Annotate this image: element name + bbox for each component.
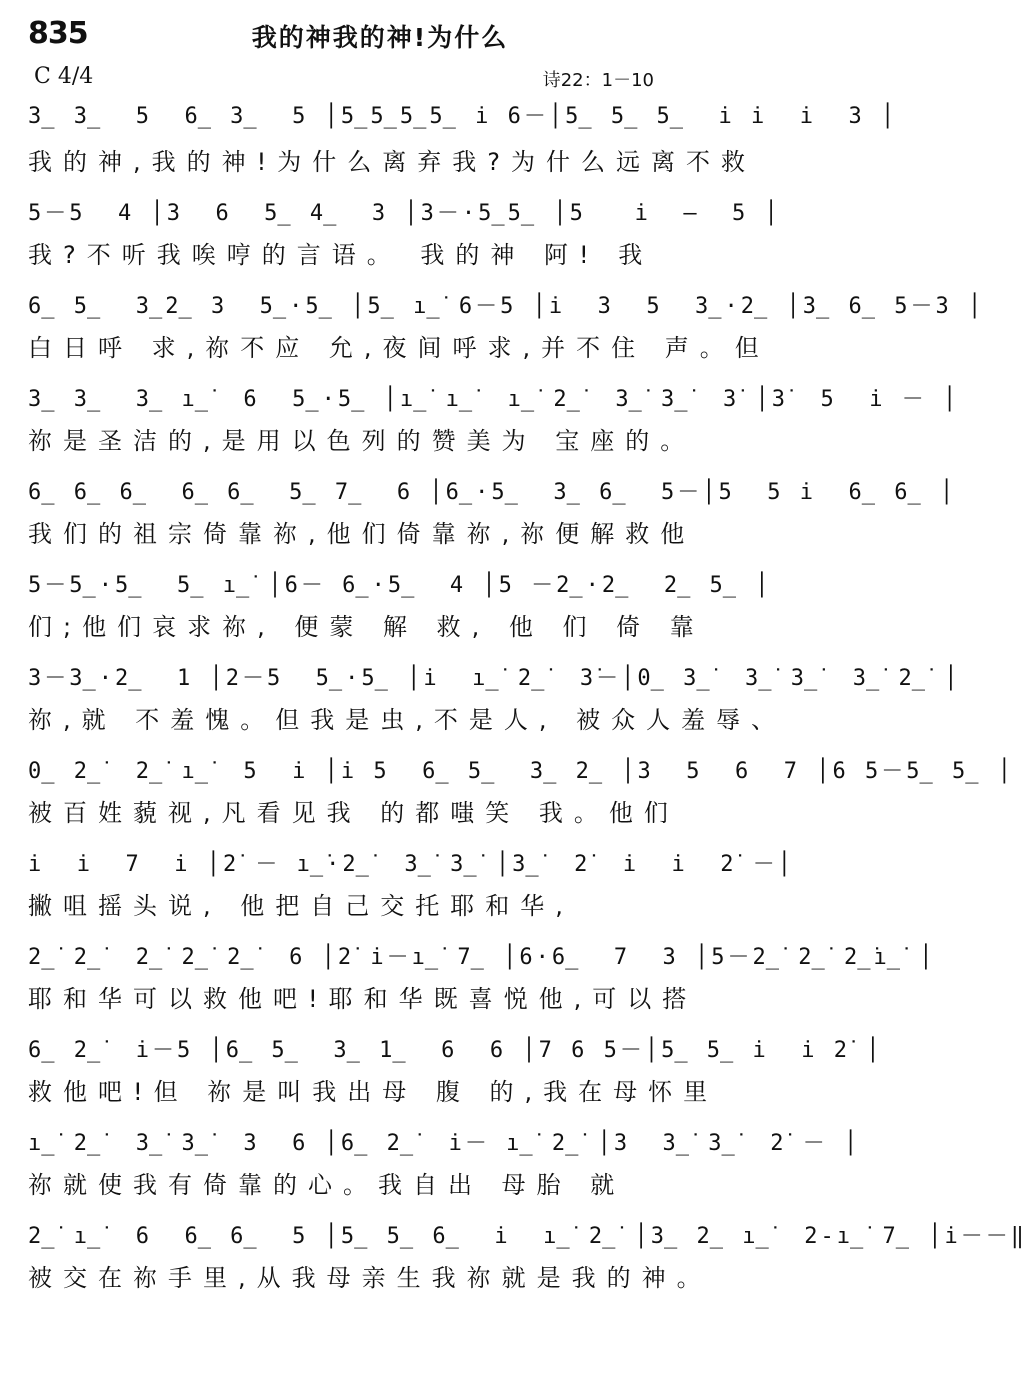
music-system	[18, 557, 772, 650]
scripture-reference: 诗22：1－10	[542, 70, 654, 91]
numbered-notation-line: 2̲̇ i̲̇ 6 6̲ 6̲ 5 │5̲ 5̲ 6̲ i̇ i̲̇ 2̲̇ │3̲ 2̲ i̲̇ 2-i̲̇ 7̲ │i̇－－‖	[28, 1224, 1027, 1249]
numbered-notation-line: 0̲ 2̲̇ 2̲̇ i̲̇ 5 i̇ │i̇ 5 6̲ 5̲ 3̲ 2̲ │3 5 6 7 │6 5－5̲ 5̲ │	[28, 759, 1014, 784]
lyrics-line: 我的神,我的神!为什么离弃我?为什么远离不救	[28, 148, 756, 176]
music-system	[18, 836, 795, 929]
music-system	[18, 650, 961, 743]
numbered-notation-line: 3̲ 3̲ 3̲ i̲̇ 6 5̲·5̲ │i̲̇ i̲̇ i̲̇ 2̲̇ 3̲̇ 3̲̇ 3̇ │3̇ 5 i̇ － │	[28, 387, 960, 412]
lyrics-line: 祢,就 不羞愧。但我是虫,不是人, 被众人羞辱、	[28, 706, 787, 734]
numbered-notation-line: 6̲ 5̲ 3̲2̲ 3 5̲·5̲ │5̲ i̲̇ 6－5 │i̇ 3 5 3̲·2̲ │3̲ 6̲ 5－3 │	[28, 294, 985, 319]
lyrics-line: 耶和华可以救他吧!耶和华既喜悦他,可以搭	[28, 985, 698, 1013]
song-meta	[18, 62, 682, 92]
lyrics-line: 撇咀摇头说, 他把自己交托耶和华,	[28, 892, 574, 920]
numbered-notation-line: 6̲ 6̲ 6̲ 6̲ 6̲ 5̲ 7̲ 6 │6̲·5̲ 3̲ 6̲ 5－│5 5 i̇ 6̲ 6̲ │	[28, 480, 957, 505]
music-system	[18, 185, 781, 278]
lyrics-line: 祢是圣洁的,是用以色列的赞美为 宝座的。	[28, 427, 696, 455]
numbered-notation-line: 5－5̲·5̲ 5̲ i̲̇ │6－ 6̲·5̲ 4 │5 －2̲·2̲ 2̲ 5̲ │	[28, 573, 772, 598]
music-system	[18, 743, 1014, 836]
lyrics-line: 被百姓藐视,凡看见我 的都嗤笑 我。他们	[28, 799, 679, 827]
music-system	[18, 278, 985, 371]
lyrics-line: 祢就使我有倚靠的心。我自出 母胎 就	[28, 1171, 626, 1199]
music-system	[18, 1115, 861, 1208]
song-title: 我的神我的神!为什么	[251, 23, 509, 52]
music-system	[18, 371, 960, 464]
numbered-notation-line: 2̲̇ 2̲̇ 2̲̇ 2̲̇ 2̲̇ 6 │2̇ i̇－i̲̇ 7̲ │6·6̲ 7 3 │5－2̲̇ 2̲̇ 2̲̇i̲̇ │	[28, 945, 936, 970]
song-header	[18, 0, 682, 62]
numbered-notation-line: i̇ i̇ 7 i̇ │2̇ － i̲̇·2̲̇ 3̲̇ 3̲̇ │3̲̇ 2̇ i̇ i̇ 2̇ －│	[28, 852, 795, 877]
numbered-notation-line: 3̲ 3̲ 5 6̲ 3̲ 5 │5̲5̲5̲5̲ i̇ 6－│5̲ 5̲ 5̲ i̇ i̇ i̇ 3 │	[28, 104, 898, 129]
numbered-notation-line: 3－3̲·2̲ 1 │2－5 5̲·5̲ │i̇ i̲̇ 2̲̇ 3̇－│0̲ 3̲̇ 3̲̇ 3̲̇ 3̲̇ 2̲̇ │	[28, 666, 961, 691]
numbered-notation-line: i̲̇ 2̲̇ 3̲̇ 3̲̇ 3 6 │6̲ 2̲̇ i̇－ i̲̇ 2̲̇ │3 3̲̇ 3̲̇ 2̇ － │	[28, 1131, 861, 1156]
lyrics-line: 我?不听我唉哼的言语。 我的神 阿! 我	[28, 241, 654, 269]
music-system	[18, 929, 936, 1022]
key-signature: C 4/4	[34, 64, 94, 89]
numbered-notation-line: 6̲ 2̲̇ i̇－5 │6̲ 5̲ 3̲ 1̲ 6 6 │7 6 5－│5̲ 5̲ i̇ i̇ 2̇ │	[28, 1038, 883, 1063]
music-system	[18, 1022, 883, 1115]
lyrics-line: 被交在祢手里,从我母亲生我祢就是我的神。	[28, 1264, 712, 1292]
numbered-notation-line: 5－5 4 │3 6 5̲ 4̲ 3 │3－·5̲5̲ │5 i̇ — 5 │	[28, 201, 781, 226]
music-system	[18, 464, 957, 557]
lyrics-line: 白日呼 求,祢不应 允,夜间呼求,并不住 声。但	[28, 334, 770, 362]
lyrics-line: 救他吧!但 祢是叫我出母 腹 的,我在母怀里	[28, 1078, 719, 1106]
hymn-number: 835	[28, 16, 88, 51]
lyrics-line: 们;他们哀求祢, 便蒙 解 救, 他 们 倚 靠	[28, 613, 705, 641]
music-system	[18, 92, 898, 185]
music-system	[18, 1208, 1027, 1301]
lyrics-line: 我们的祖宗倚靠祢,他们倚靠祢,祢便解救他	[28, 520, 696, 548]
